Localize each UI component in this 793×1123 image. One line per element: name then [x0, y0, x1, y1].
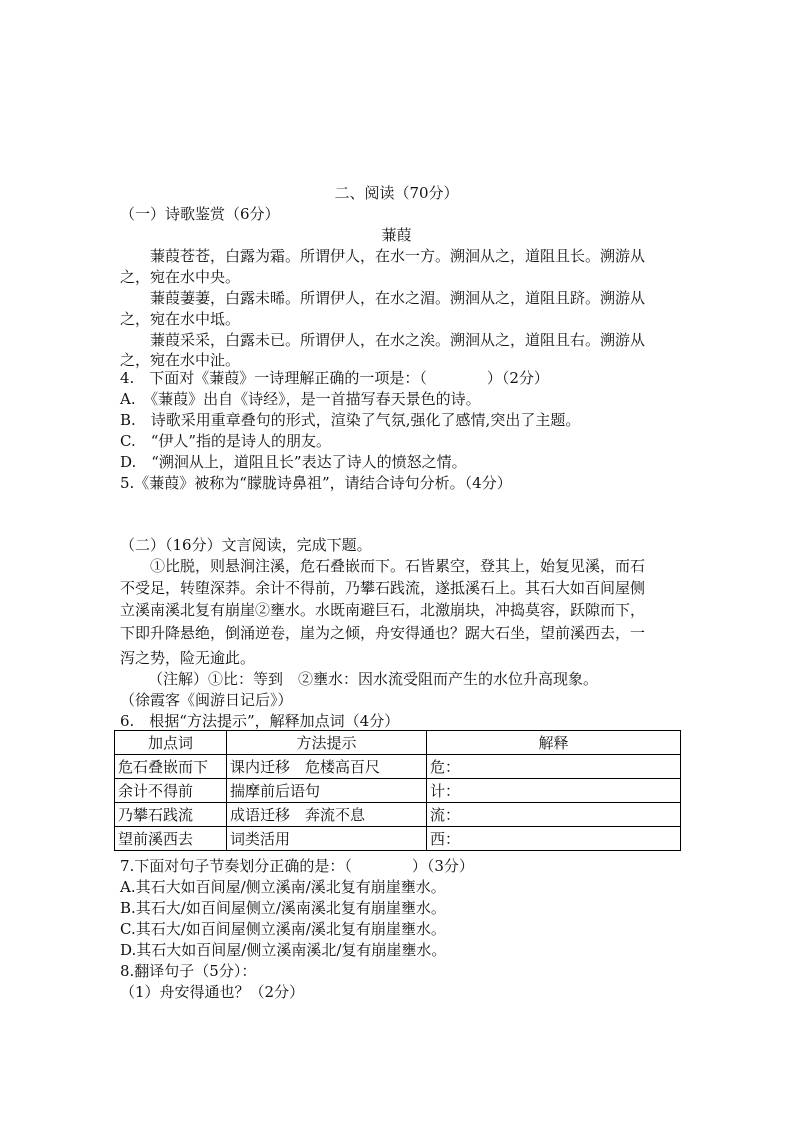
- table-header-row: [115, 731, 681, 755]
- table-row: [115, 779, 681, 803]
- q7-option-c: C.其石大/如百间屋侧立溪南/溪北复有崩崖壅水。: [120, 920, 446, 938]
- poem-title: 蒹葭: [381, 226, 412, 244]
- q4-option-c: C. “伊人”指的是诗人的朋友。: [120, 432, 332, 450]
- prose-line-3: 立溪南溪北复有崩崖②壅水。水既南避巨石，北激崩块，冲捣莫容，跃隙而下，: [120, 601, 646, 619]
- table-cell-word: 危石叠嵌而下: [115, 755, 227, 779]
- table-row: [115, 827, 681, 851]
- table-cell-answer: 西：: [427, 827, 681, 851]
- section-title: 二、阅读（70分）: [334, 184, 459, 202]
- stanza-2-line-2: 之，宛在水中坻。: [120, 310, 241, 328]
- table-cell-hint: 课内迁移 危楼高百尺: [227, 755, 427, 779]
- question-5: 5.《蒹葭》被称为“朦胧诗鼻祖”，请结合诗句分析。（4分）: [120, 474, 512, 492]
- q7-option-a: A.其石大如百间屋/侧立溪南/溪北复有崩崖壅水。: [120, 878, 446, 896]
- annotation-note: （注解）①比：等到 ②壅水：因水流受阻而产生的水位升高现象。: [148, 670, 599, 688]
- prose-line-5: 泻之势，险无逾此。: [120, 649, 256, 667]
- prose-line-2: 不受足，转堕深莽。余计不得前，乃攀石践流，遂抵溪石上。其石大如百间屋侧: [120, 579, 646, 597]
- table-header: 解释: [427, 731, 681, 755]
- question-4: 4. 下面对《蒹葭》一诗理解正确的一项是：（ ）（2分）: [120, 369, 549, 387]
- question-6: 6. 根据“方法提示”，解释加点词（4分）: [120, 712, 400, 730]
- question-8-1: （1）舟安得通也？（2分）: [120, 983, 305, 1001]
- prose-line-4: 下即升降悬绝，倒涌逆卷，崖为之倾，舟安得通也？踞大石坐，望前溪西去，一: [120, 624, 646, 642]
- q4-option-d: D. “溯洄从上，道阻且长”表达了诗人的愤怒之情。: [120, 453, 467, 471]
- table-header: 方法提示: [227, 731, 427, 755]
- table-cell-answer: 计：: [427, 779, 681, 803]
- q7-option-d: D.其石大如百间屋/侧立溪南溪北/复有崩崖壅水。: [120, 941, 447, 959]
- table-cell-answer: 危：: [427, 755, 681, 779]
- method-table: [114, 730, 681, 851]
- part2-heading: （二）（16分）文言阅读，完成下题。: [120, 536, 372, 554]
- table-row: [115, 803, 681, 827]
- source-citation: （徐霞客《闽游日记后》）: [120, 691, 293, 709]
- q4-option-b: B. 诗歌采用重章叠句的形式，渲染了气氛,强化了感情,突出了主题。: [120, 411, 581, 429]
- table-header: 加点词: [115, 731, 227, 755]
- prose-line-1: ①比脱，则悬涧注溪，危石叠嵌而下。石皆累空，登其上，始复见溪，而石: [150, 557, 646, 575]
- stanza-3-line-2: 之，宛在水中沚。: [120, 351, 241, 369]
- table-cell-hint: 揣摩前后语句: [227, 779, 427, 803]
- question-7: 7.下面对句子节奏划分正确的是：（ ）（3分）: [120, 857, 474, 875]
- part1-heading: （一）诗歌鉴赏（6分）: [120, 205, 280, 223]
- stanza-1-line-1: 蒹葭苍苍，白露为霜。所谓伊人，在水一方。溯洄从之，道阻且长。溯游从: [150, 247, 646, 265]
- table-row: [115, 755, 681, 779]
- q7-option-b: B.其石大/如百间屋侧立/溪南溪北复有崩崖壅水。: [120, 899, 446, 917]
- table-cell-word: 望前溪西去: [115, 827, 227, 851]
- stanza-1-line-2: 之，宛在水中央。: [120, 268, 241, 286]
- table-cell-word: 余计不得前: [115, 779, 227, 803]
- question-8: 8.翻译句子（5分）：: [120, 962, 257, 980]
- q4-option-a: A. 《蒹葭》出自《诗经》，是一首描写春天景色的诗。: [120, 390, 481, 408]
- table-cell-hint: 词类活用: [227, 827, 427, 851]
- stanza-2-line-1: 蒹葭萋萋，白露未晞。所谓伊人，在水之湄。溯洄从之，道阻且跻。溯游从: [150, 289, 646, 307]
- stanza-3-line-1: 蒹葭采采，白露未已。所谓伊人，在水之涘。溯洄从之，道阻且右。溯游从: [150, 331, 646, 349]
- table-cell-answer: 流：: [427, 803, 681, 827]
- table-cell-word: 乃攀石践流: [115, 803, 227, 827]
- table-cell-hint: 成语迁移 奔流不息: [227, 803, 427, 827]
